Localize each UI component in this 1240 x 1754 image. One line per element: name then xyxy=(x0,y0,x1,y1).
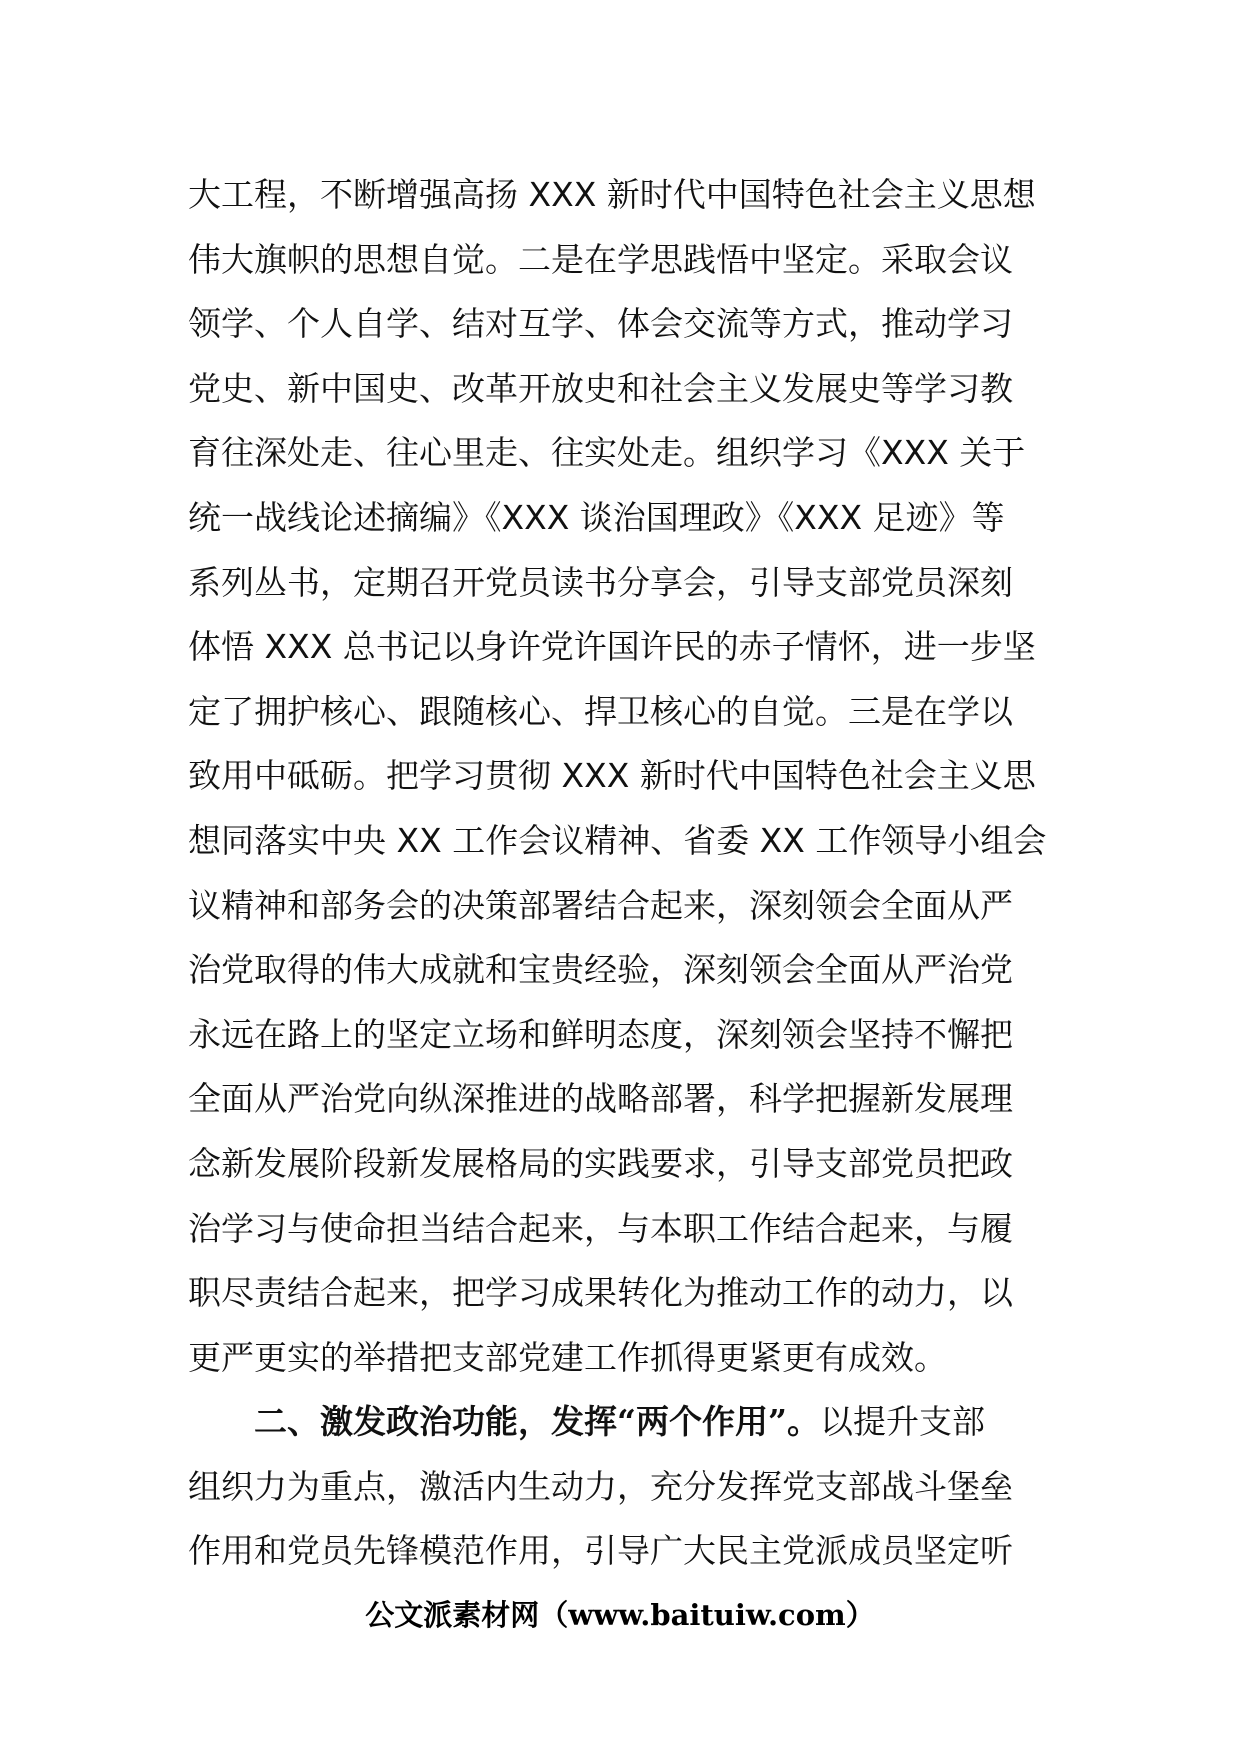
text-line: 作用和党员先锋模范作用，引导广大民主党派成员坚定听 xyxy=(188,1531,1013,1571)
text-line: 育往深处走、往心里走、往实处走。组织学习《XXX 关于 xyxy=(188,433,1026,473)
text-line: 治党取得的伟大成就和宝贵经验，深刻领会全面从严治党 xyxy=(188,950,1013,990)
text-line: 永远在路上的坚定立场和鲜明态度，深刻领会坚持不懈把 xyxy=(188,1014,1013,1054)
text-line: 体悟 XXX 总书记以身许党许国许民的赤子情怀，进一步坚 xyxy=(188,627,1036,667)
footer-watermark: 公文派素材网（www.baituiw.com） xyxy=(365,1598,875,1632)
text-line: 更严更实的举措把支部党建工作抓得更紧更有成效。 xyxy=(188,1337,947,1377)
text-line: 念新发展阶段新发展格局的实践要求，引导支部党员把政 xyxy=(188,1143,1013,1183)
text-line: 统一战线论述摘编》《XXX 谈治国理政》《XXX 足迹》等 xyxy=(188,497,1005,537)
text-line: 领学、个人自学、结对互学、体会交流等方式，推动学习 xyxy=(188,304,1013,344)
text-line: 致用中砥砺。把学习贯彻 XXX 新时代中国特色社会主义思 xyxy=(188,756,1036,796)
section-heading-continuation: 以提升支部 xyxy=(819,1402,985,1442)
text-line: 党史、新中国史、改革开放史和社会主义发展史等学习教 xyxy=(188,368,1013,408)
document-body xyxy=(188,163,1058,1584)
text-line: 定了拥护核心、跟随核心、捍卫核心的自觉。三是在学以 xyxy=(188,691,1013,731)
section-heading: 二、激发政治功能，发挥“两个作用”。 xyxy=(254,1402,820,1442)
section-heading-line xyxy=(188,1390,1058,1455)
text-line: 伟大旗帜的思想自觉。二是在学思践悟中坚定。采取会议 xyxy=(188,239,1013,279)
text-line: 职尽责结合起来，把学习成果转化为推动工作的动力，以 xyxy=(188,1273,1013,1313)
text-line: 系列丛书，定期召开党员读书分享会，引导支部党员深刻 xyxy=(188,562,1013,602)
text-line: 议精神和部务会的决策部署结合起来，深刻领会全面从严 xyxy=(188,885,1013,925)
text-line: 想同落实中央 XX 工作会议精神、省委 XX 工作领导小组会 xyxy=(188,820,1047,860)
text-line: 治学习与使命担当结合起来，与本职工作结合起来，与履 xyxy=(188,1208,1013,1248)
text-line: 大工程，不断增强高扬 XXX 新时代中国特色社会主义思想 xyxy=(188,175,1036,214)
text-line: 组织力为重点，激活内生动力，充分发挥党支部战斗堡垒 xyxy=(188,1466,1013,1506)
text-line: 全面从严治党向纵深推进的战略部署，科学把握新发展理 xyxy=(188,1079,1013,1119)
